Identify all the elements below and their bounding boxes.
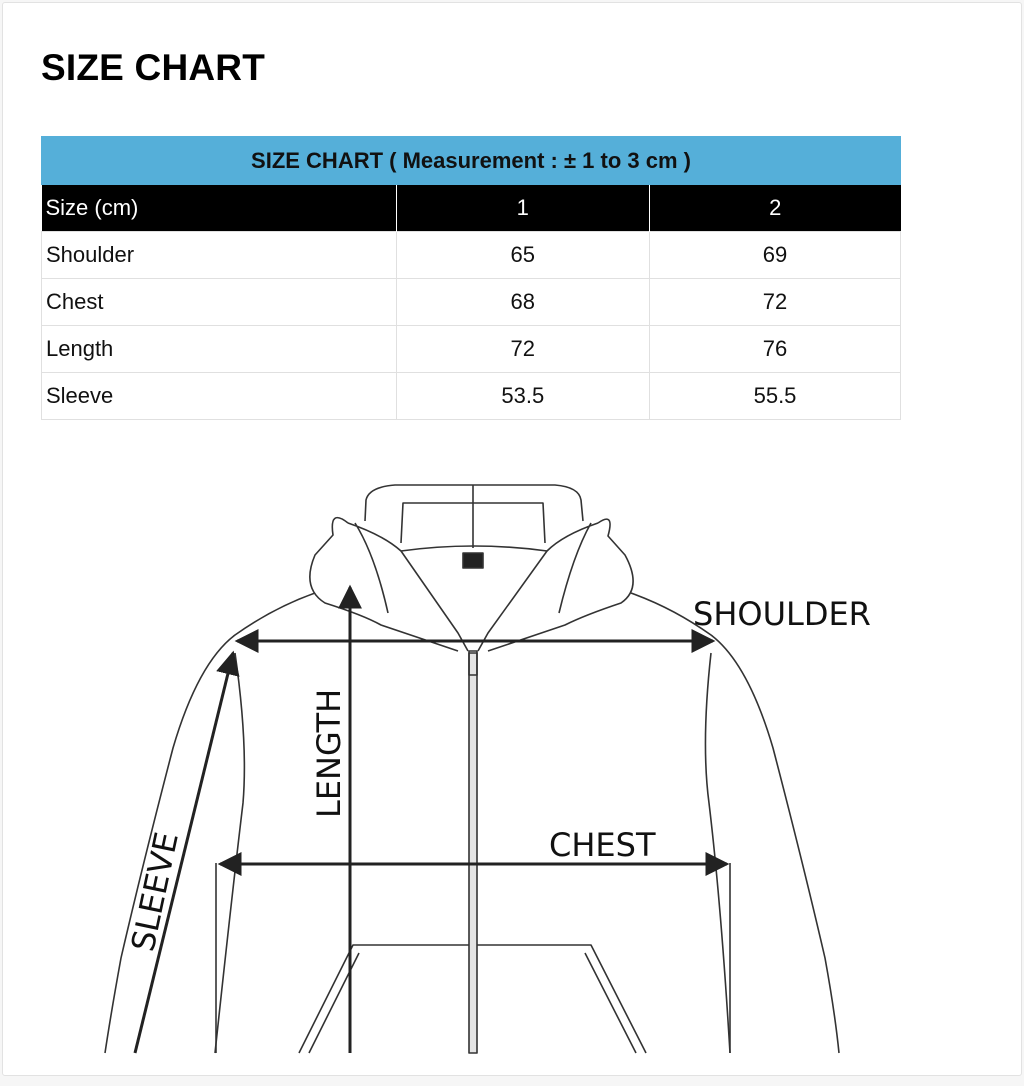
shoulder-label: SHOULDER — [693, 595, 871, 633]
size-chart-card — [2, 2, 1022, 1076]
cell-value: 53.5 — [396, 373, 649, 420]
measurement-arrows — [135, 587, 727, 1053]
hood-right — [478, 519, 633, 651]
column-header-size-1: 1 — [396, 185, 649, 232]
right-shoulder-sleeve — [631, 593, 839, 1053]
neckline — [401, 546, 547, 551]
hoodie-outline — [105, 485, 839, 1053]
page-title: SIZE CHART — [41, 47, 265, 88]
cell-value: 72 — [650, 279, 901, 326]
hoodie-measurement-diagram — [3, 3, 1021, 1075]
zipper — [469, 653, 477, 1053]
brand-label-icon — [463, 553, 483, 568]
cell-value: 76 — [650, 326, 901, 373]
column-header-size-2: 2 — [650, 185, 901, 232]
row-label: Sleeve — [42, 373, 397, 420]
row-label: Length — [42, 326, 397, 373]
row-label: Chest — [42, 279, 397, 326]
cell-value: 68 — [396, 279, 649, 326]
column-header-size: Size (cm) — [42, 185, 397, 232]
hood-left — [310, 518, 468, 651]
cell-value: 65 — [396, 232, 649, 279]
left-shoulder-sleeve — [105, 593, 315, 1053]
length-label: LENGTH — [310, 688, 348, 818]
cell-value: 69 — [650, 232, 901, 279]
chest-label: CHEST — [549, 826, 656, 864]
right-sleeve-inner — [705, 653, 730, 1053]
row-label: Shoulder — [42, 232, 397, 279]
sleeve-label: SLEEVE — [123, 828, 186, 955]
table-banner: SIZE CHART ( Measurement : ± 1 to 3 cm ) — [42, 137, 901, 185]
cell-value: 72 — [396, 326, 649, 373]
cell-value: 55.5 — [650, 373, 901, 420]
